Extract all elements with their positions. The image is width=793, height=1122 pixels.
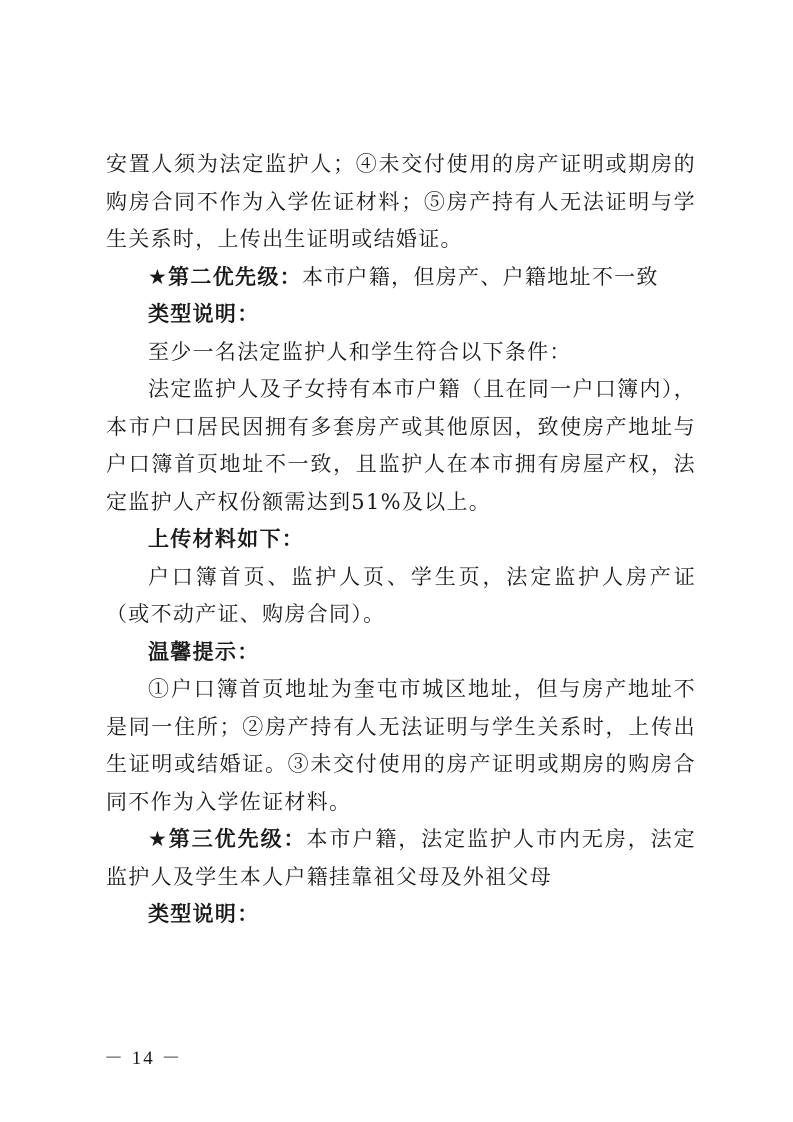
upload-materials-label: 上传材料如下： — [148, 527, 305, 551]
paragraph-text: 至少一名法定监护人和学生符合以下条件： — [148, 339, 572, 364]
upload-materials-list — [106, 559, 696, 634]
priority-three-heading — [106, 821, 696, 896]
tips-content — [106, 671, 696, 821]
priority-two-label: ★第二优先级： — [148, 264, 302, 289]
tips-label: 温馨提示： — [148, 639, 260, 664]
priority-three-description: 本市户籍，法定监护人市内无房，法定监护人及学生本人户籍挂靠祖父母及外祖父母 — [106, 827, 696, 889]
type-explanation-label-2: 类型说明： — [148, 902, 260, 926]
paragraph-text: 安置人须为法定监护人；④未交付使用的房产证明或期房的购房合同不作为入学佐证材料；⑤房产持有人无法证明与学生关系时，上传出生证明或结婚证。 — [106, 152, 696, 251]
paragraph-text: ①户口簿首页地址为奎屯市城区地址，但与房产地址不是同一住所；②房产持有人无法证明与学生关系时，上传出生证明或结婚证。③未交付使用的房产证明或期房的购房合同不作为入学佐证材料。 — [106, 677, 696, 814]
type-explanation-label: 类型说明： — [148, 302, 260, 326]
upload-materials-heading — [106, 521, 696, 559]
priority-two-heading — [106, 259, 696, 297]
priority-two-description: 本市户籍，但房产、户籍地址不一致 — [301, 264, 659, 289]
priority-three-label: ★第三优先级： — [148, 827, 307, 851]
paragraph-text: 户口簿首页、监护人页、学生页，法定监护人房产证（或不动产证、购房合同）。 — [106, 564, 696, 626]
condition-details — [106, 371, 696, 521]
page-number: － 14 － — [104, 1048, 183, 1069]
type-explanation-heading — [106, 296, 696, 334]
condition-intro — [106, 334, 696, 372]
paragraph-continuation — [106, 146, 696, 259]
paragraph-text: 法定监护人及子女持有本市户籍（且在同一户口簿内），本市户口居民因拥有多套房产或其他原因，致使房产地址与户口簿首页地址不一致，且监护人在本市拥有房屋产权，法定监护人产权份额需达到51%及以上。 — [106, 377, 696, 514]
type-explanation-heading-2 — [106, 896, 696, 934]
tips-heading — [106, 634, 696, 672]
document-body — [106, 146, 696, 934]
